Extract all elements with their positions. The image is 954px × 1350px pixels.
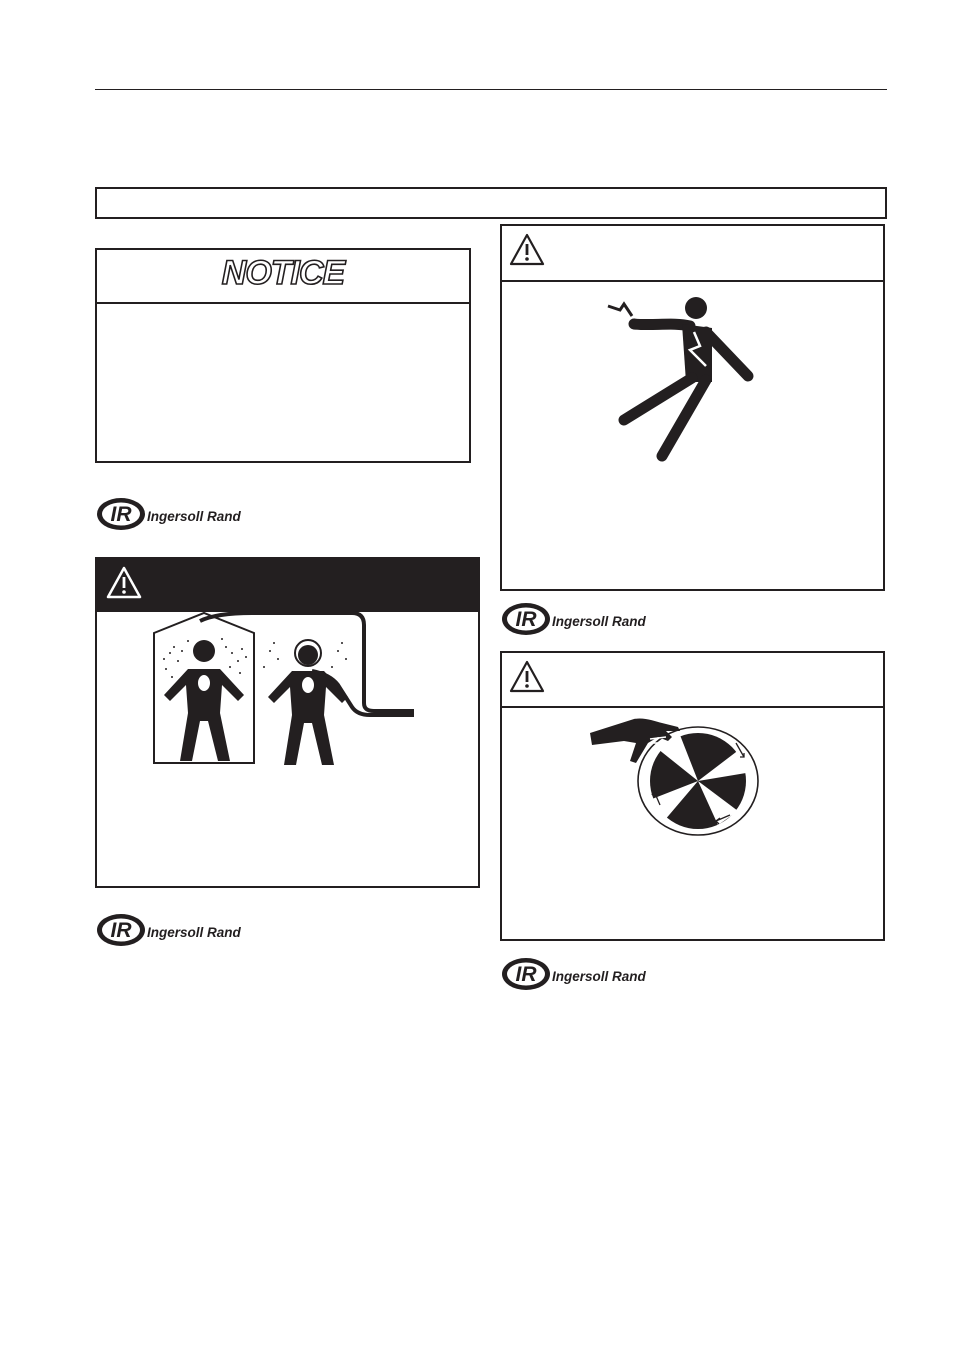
warning-triangle-icon (508, 232, 546, 268)
logo-text: Ingersoll Rand (552, 614, 646, 629)
logo-mark: IR (515, 963, 537, 986)
rotating-fan-pictogram (588, 715, 768, 839)
warning-triangle-icon (508, 659, 546, 695)
logo-text: Ingersoll Rand (552, 969, 646, 984)
electric-shock-pictogram (602, 288, 772, 468)
asphyxiation-warning-panel (95, 557, 480, 888)
electric-shock-warning-panel (500, 224, 885, 591)
warning-triangle-icon (105, 565, 143, 601)
notice-header (97, 250, 469, 304)
logo-mark: IR (110, 503, 132, 526)
warning-header-dark (97, 559, 478, 612)
ingersoll-rand-logo (95, 912, 245, 948)
ingersoll-rand-logo (500, 956, 650, 992)
ingersoll-rand-logo (500, 601, 650, 637)
header-rule (95, 89, 887, 90)
logo-text: Ingersoll Rand (147, 925, 241, 940)
warning-header (502, 653, 883, 708)
logo-mark: IR (110, 919, 132, 942)
ingersoll-rand-logo (95, 496, 245, 532)
notice-title: NOTICE (221, 254, 345, 292)
warning-header (502, 226, 883, 282)
logo-mark: IR (515, 608, 537, 631)
logo-text: Ingersoll Rand (147, 509, 241, 524)
section-title-bar (95, 187, 887, 219)
asphyxiation-pictogram (152, 611, 422, 771)
rotating-fan-warning-panel (500, 651, 885, 941)
notice-panel (95, 248, 471, 463)
